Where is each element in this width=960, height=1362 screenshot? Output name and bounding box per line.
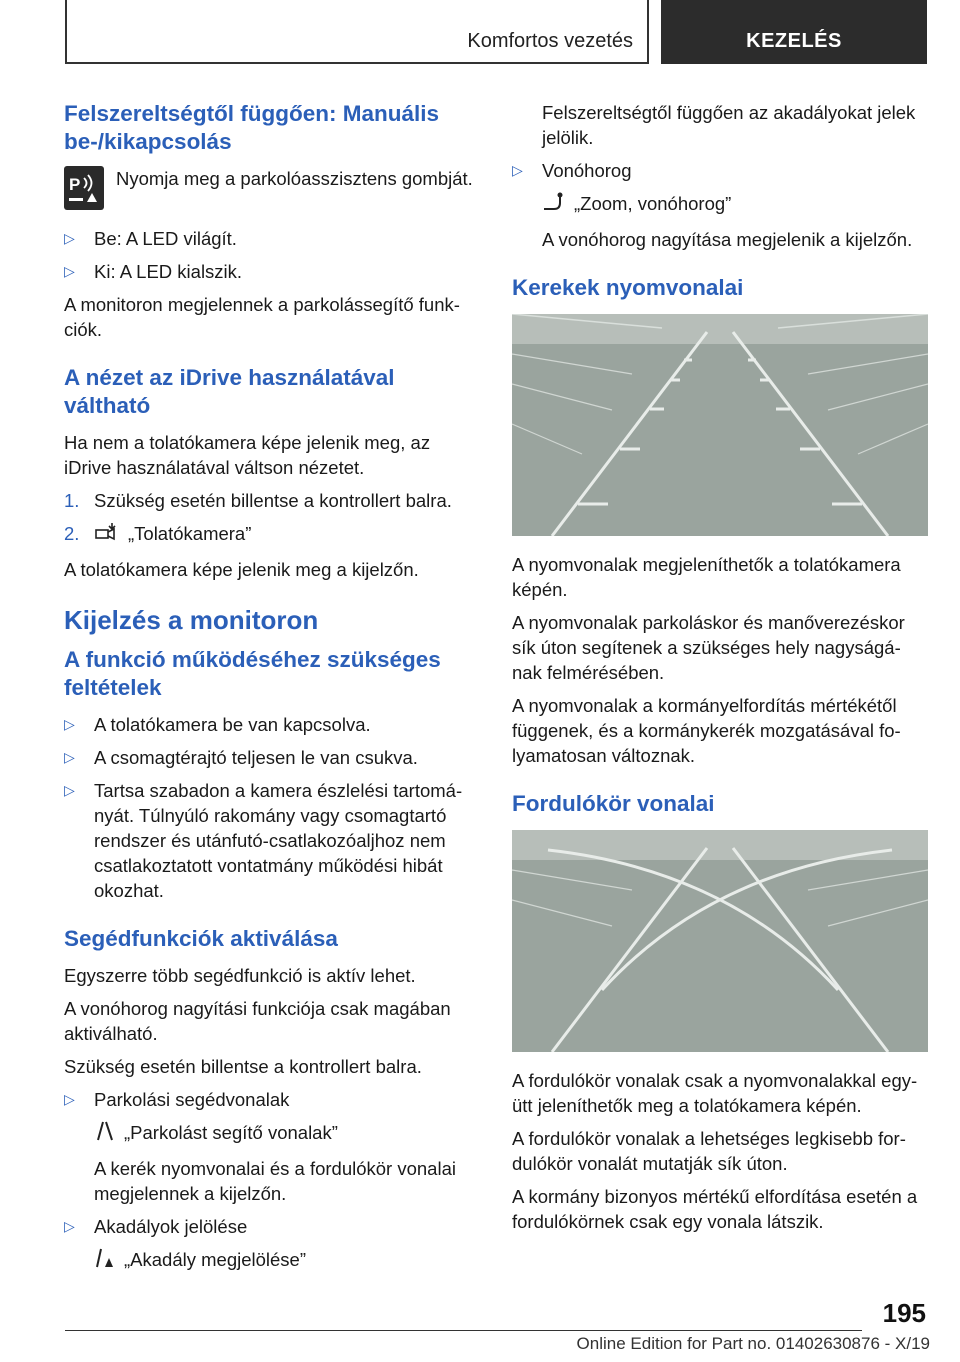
bullet-triangle-icon: ▷	[64, 782, 75, 799]
list-item-off: ▷ Ki: A LED kialszik.	[64, 261, 243, 282]
list-item-req2: ▷ A csomagtérajtó teljesen le van csukva.	[64, 747, 418, 769]
page-header	[65, 0, 927, 64]
list-item-obstacles: ▷ Akadályok jelölése	[64, 1216, 248, 1238]
turn-text-3: A kormány bizonyos mértékű elfordítása esetén a fordulókörnek csak egy vonala látszik.	[512, 1186, 918, 1233]
assist-text-1: Egyszerre több segédfunkció is aktív lehet.	[64, 965, 416, 987]
list-item-on: ▷ Be: A LED világít.	[64, 228, 237, 249]
list-item-req1: ▷ A tolatókamera be van kapcsolva.	[64, 714, 371, 736]
obstacles-text: Felszereltségtől függően az akadályokat jelek jelölik.	[542, 102, 916, 148]
tracks-text-1: A nyomvonalak megjeleníthetők a tolatókamera képén.	[512, 554, 901, 601]
list-item-hitch: ▷ Vonóhorog	[512, 160, 632, 181]
bullet-triangle-icon: ▷	[64, 716, 75, 733]
hitch-text: A vonóhorog nagyítása megjelenik a kijelzőn.	[542, 229, 913, 251]
heading-wheel-tracks: Kerekek nyomvonalai	[512, 275, 744, 301]
edition-footer: Online Edition for Part no. 01402630876 - X/19	[576, 1334, 930, 1353]
park-assist-button-row	[64, 166, 480, 210]
heading-idrive: A nézet az iDrive használatával váltható	[64, 365, 395, 418]
camera-shown-text: A tolatókamera képe jelenik meg a kijelzőn.	[64, 559, 419, 581]
left-column	[64, 100, 480, 1283]
tow-hitch-icon	[542, 191, 566, 219]
idrive-text: Ha nem a tolatókamera képe jelenik meg, az iDrive használatával váltson nézetet.	[64, 432, 431, 478]
heading-turning-circle: Fordulókör vonalai	[512, 791, 715, 817]
rear-camera-icon	[94, 521, 120, 549]
heading-assist-activation: Segédfunkciók aktiválása	[64, 926, 338, 952]
step-1: 1. Szükség esetén billentse a kontrollert balra.	[64, 490, 452, 511]
bullet-triangle-icon: ▷	[64, 1218, 75, 1235]
turn-text-2: A fordulókör vonalak a lehetséges legkisebb for-dulókör vonalát mutatják sík úton.	[512, 1128, 906, 1175]
park-assist-button-icon	[64, 166, 104, 210]
park-lines-text: A kerék nyomvonalai és a fordulókör vonalai megjelennek a kijelzőn.	[94, 1158, 456, 1205]
bullet-triangle-icon: ▷	[64, 263, 75, 279]
page-number: 195	[882, 1298, 926, 1328]
chapter-title: KEZELÉS	[746, 30, 842, 52]
tracks-text-2: A nyomvonalak parkoláskor és manőverezéskor sík úton segítenek a szükséges hely nagyságá-nak felmérésében.	[512, 612, 905, 684]
obstacles-menu: „Akadály megjelölése”	[64, 1247, 480, 1275]
section-tab	[65, 0, 649, 64]
turning-circle-image	[512, 830, 928, 1052]
turn-text-1: A fordulókör vonalak csak a nyomvonalakkal egy-ütt jeleníthetők meg a tolatókamera képén.	[512, 1070, 918, 1117]
obstacle-marking-icon	[94, 1247, 116, 1275]
hitch-menu: „Zoom, vonóhorog”	[512, 191, 928, 219]
park-lines-menu: „Parkolást segítő vonalak”	[64, 1120, 480, 1148]
step-2: 2. „Tolatókamera”	[64, 521, 480, 549]
bullet-triangle-icon: ▷	[64, 1091, 75, 1108]
right-column	[512, 100, 928, 1242]
footer-divider	[65, 1330, 862, 1331]
heading-manual-toggle: Felszereltségtől függően: Manuális be-/kikapcsolás	[64, 101, 440, 154]
bullet-triangle-icon: ▷	[64, 230, 75, 246]
svg-text:P: P	[69, 175, 81, 194]
bullet-triangle-icon: ▷	[64, 749, 75, 766]
section-title: Komfortos vezetés	[467, 30, 633, 52]
press-button-text: Nyomja meg a parkolóasszisztens gombját.	[116, 168, 473, 189]
list-item-park-lines: ▷ Parkolási segédvonalak	[64, 1089, 290, 1111]
tracks-text-3: A nyomvonalak a kormányelfordítás mértékétől függenek, és a kormánykerék mozgatásával fo-lyamatosan változnak.	[512, 695, 901, 767]
assist-text-3: Szükség esetén billentse a kontrollert balra.	[64, 1056, 422, 1078]
wheel-tracks-image	[512, 314, 928, 536]
parking-lines-icon	[94, 1120, 116, 1148]
bullet-triangle-icon: ▷	[512, 162, 523, 178]
heading-requirements: A funkció működéséhez szükséges feltételek	[64, 647, 441, 701]
monitor-functions-text: A monitoron megjelennek a parkolássegítő funk-ciók.	[64, 294, 460, 340]
heading-monitor-display: Kijelzés a monitoron	[64, 605, 319, 636]
assist-text-2: A vonóhorog nagyítási funkciója csak magában aktiválható.	[64, 998, 451, 1045]
chapter-tab	[661, 0, 927, 64]
list-item-req3: ▷ Tartsa szabadon a kamera észlelési tartomá-nyát. Túlnyúló rakomány vagy csomagtartó rendszer és utánfutó-csatlakozóaljhoz nem csatlakoztatott vontatmány működési hibát okozhat.	[64, 780, 463, 902]
